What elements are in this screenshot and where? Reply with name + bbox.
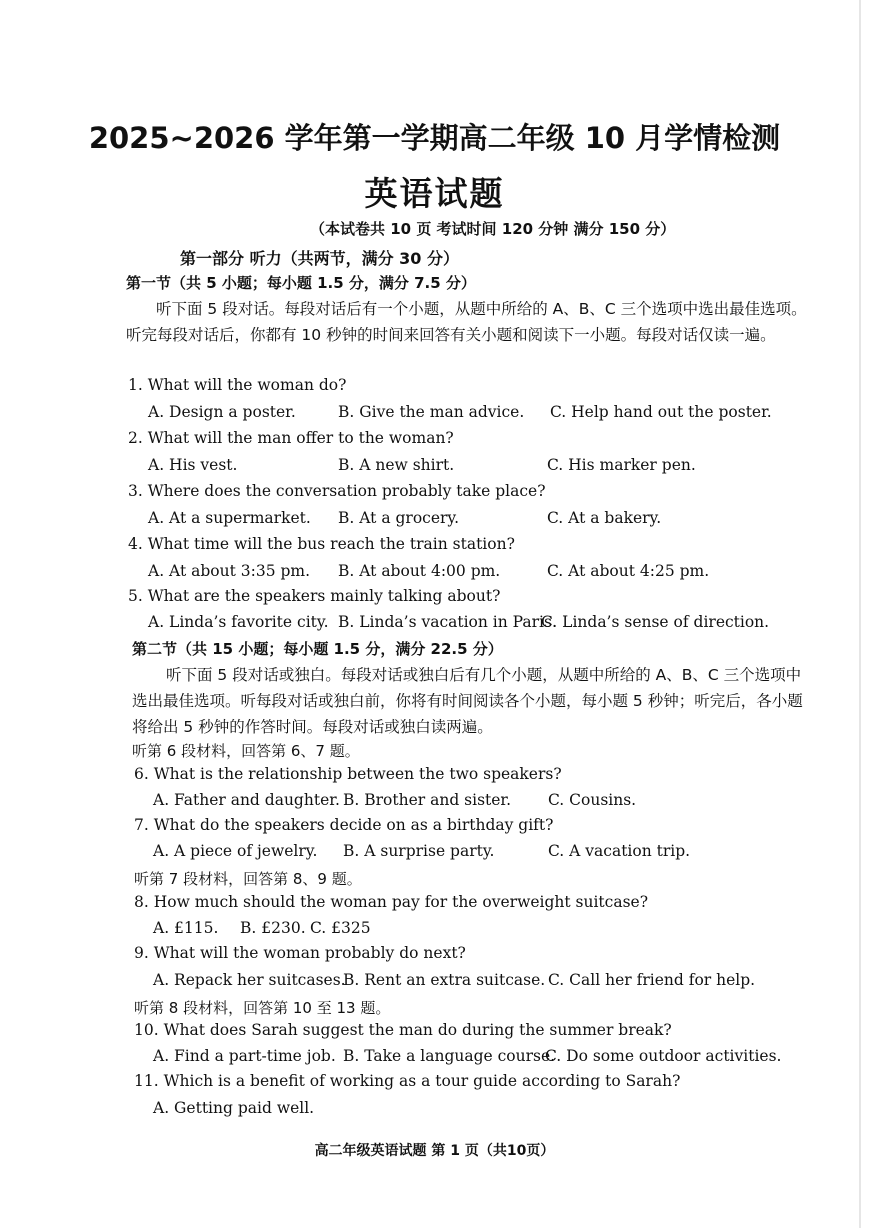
q9-option-c: C. Call her friend for help. bbox=[548, 971, 756, 989]
section2-title: 第二节（共 15 小题；每小题 1.5 分，满分 22.5 分） bbox=[132, 640, 503, 658]
q11-option-a: A. Getting paid well. bbox=[153, 1099, 315, 1117]
q4-option-a: A. At about 3:35 pm. bbox=[148, 562, 311, 580]
q10-option-c: C. Do some outdoor activities. bbox=[545, 1047, 782, 1065]
q2-option-a: A. His vest. bbox=[148, 456, 238, 474]
q5-option-c: C. Linda’s sense of direction. bbox=[541, 613, 770, 631]
q8-option-b: B. £230. bbox=[240, 919, 306, 937]
section1-title: 第一节（共 5 小题；每小题 1.5 分，满分 7.5 分） bbox=[126, 274, 476, 292]
question-11: 11. Which is a benefit of working as a tour guide according to Sarah? bbox=[134, 1072, 681, 1090]
question-4: 4. What time will the bus reach the train station? bbox=[128, 535, 515, 553]
q7-option-a: A. A piece of jewelry. bbox=[153, 842, 318, 860]
q6-option-a: A. Father and daughter. bbox=[153, 791, 340, 809]
q1-option-c: C. Help hand out the poster. bbox=[550, 403, 772, 421]
exam-title: 2025~2026 学年第一学期高二年级 10 月学情检测 bbox=[88, 121, 781, 155]
q7-option-b: B. A surprise party. bbox=[343, 842, 495, 860]
q5-option-b: B. Linda’s vacation in Paris. bbox=[338, 613, 557, 631]
section2-instructions: 听下面 5 段对话或独白。每段对话或独白后有几个小题，从题中所给的 A、B、C 三个选项中选出最佳选项。听每段对话或独白前，你将有时间阅读各个小题，每小题 5 秒钟；听完后，各小题将给出 5 秒钟的作答时间。每段对话或独白读两遍。 bbox=[132, 666, 803, 736]
q9-option-b: B. Rent an extra suitcase. bbox=[343, 971, 546, 989]
q3-option-a: A. At a supermarket. bbox=[148, 509, 311, 527]
q10-option-b: B. Take a language course. bbox=[343, 1047, 556, 1065]
q7-option-c: C. A vacation trip. bbox=[548, 842, 691, 860]
q6-option-b: B. Brother and sister. bbox=[343, 791, 512, 809]
section1-instructions: 听下面 5 段对话。每段对话后有一个小题，从题中所给的 A、B、C 三个选项中选出最佳选项。听完每段对话后，你都有 10 秒钟的时间来回答有关小题和阅读下一小题。每段对话仅读一遍。 bbox=[126, 300, 807, 344]
listen-7-note: 听第 7 段材料，回答第 8、9 题。 bbox=[134, 870, 362, 888]
q10-option-a: A. Find a part-time job. bbox=[153, 1047, 336, 1065]
q3-option-b: B. At a grocery. bbox=[338, 509, 460, 527]
q2-option-c: C. His marker pen. bbox=[547, 456, 696, 474]
q4-option-c: C. At about 4:25 pm. bbox=[547, 562, 710, 580]
q2-option-b: B. A new shirt. bbox=[338, 456, 455, 474]
question-6: 6. What is the relationship between the two speakers? bbox=[134, 765, 562, 783]
listen-8-note: 听第 8 段材料，回答第 10 至 13 题。 bbox=[134, 999, 391, 1017]
subject-title: 英语试题 bbox=[364, 174, 505, 213]
listen-6-note: 听第 6 段材料，回答第 6、7 题。 bbox=[132, 742, 360, 760]
q8-option-a: A. £115. bbox=[153, 919, 219, 937]
question-2: 2. What will the man offer to the woman? bbox=[128, 429, 454, 447]
question-7: 7. What do the speakers decide on as a birthday gift? bbox=[134, 816, 554, 834]
question-3: 3. Where does the conversation probably take place? bbox=[128, 482, 546, 500]
q1-option-b: B. Give the man advice. bbox=[338, 403, 525, 421]
q5-option-a: A. Linda’s favorite city. bbox=[148, 613, 329, 631]
q8-option-c: C. £325 bbox=[310, 919, 371, 937]
question-9: 9. What will the woman probably do next? bbox=[134, 944, 466, 962]
exam-meta: （本试卷共 10 页 考试时间 120 分钟 满分 150 分） bbox=[310, 220, 676, 238]
q1-option-a: A. Design a poster. bbox=[148, 403, 296, 421]
q6-option-c: C. Cousins. bbox=[548, 791, 637, 809]
page-footer: 高二年级英语试题 第 1 页（共10页） bbox=[314, 1143, 555, 1159]
question-10: 10. What does Sarah suggest the man do during the summer break? bbox=[134, 1021, 672, 1039]
q4-option-b: B. At about 4:00 pm. bbox=[338, 562, 501, 580]
q3-option-c: C. At a bakery. bbox=[547, 509, 662, 527]
question-8: 8. How much should the woman pay for the overweight suitcase? bbox=[134, 893, 649, 911]
question-5: 5. What are the speakers mainly talking about? bbox=[128, 587, 501, 605]
question-1: 1. What will the woman do? bbox=[128, 376, 347, 394]
q9-option-a: A. Repack her suitcases. bbox=[153, 971, 346, 989]
part1-title: 第一部分 听力（共两节，满分 30 分） bbox=[180, 249, 459, 268]
